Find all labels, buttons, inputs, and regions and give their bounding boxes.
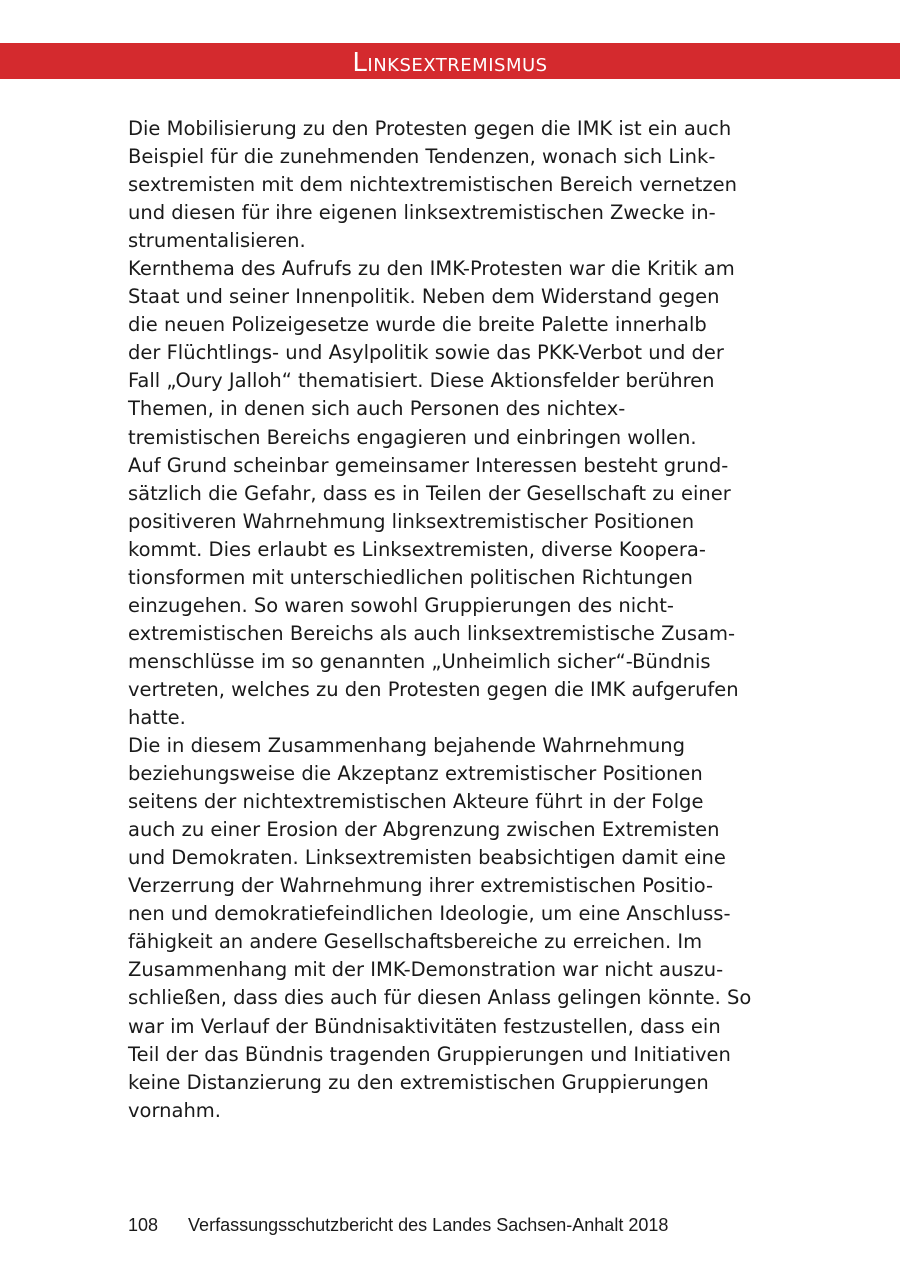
text-line: sextremisten mit dem nichtextremistischen Bereich vernetzen — [128, 173, 738, 197]
text-line: Auf Grund scheinbar gemeinsamer Interessen besteht grund- — [128, 453, 729, 477]
text-line: keine Distanzierung zu den extremistischen Gruppierungen — [128, 1070, 709, 1094]
text-line: hatte. — [128, 705, 186, 729]
text-line: beziehungsweise die Akzeptanz extremistischer Positionen — [128, 762, 703, 786]
text-line: Themen, in denen sich auch Personen des nichtex- — [128, 397, 626, 421]
text-line: Fall „Oury Jalloh“ thematisiert. Diese Aktionsfelder berühren — [128, 369, 715, 393]
section-title: Linksextremismus — [352, 48, 548, 78]
text-line: extremistischen Bereichs als auch linksextremistische Zusam- — [128, 621, 735, 645]
text-line: auch zu einer Erosion der Abgrenzung zwischen Extremisten — [128, 818, 720, 842]
text-line: vornahm. — [128, 1098, 222, 1122]
body-text — [128, 115, 778, 1125]
text-line: Die in diesem Zusammenhang bejahende Wahrnehmung — [128, 734, 686, 758]
text-line: menschlüsse im so genannten „Unheimlich sicher“-Bündnis — [128, 649, 711, 673]
text-line: und Demokraten. Linksextremisten beabsichtigen damit eine — [128, 846, 726, 870]
text-line: war im Verlauf der Bündnisaktivitäten festzustellen, dass ein — [128, 1014, 721, 1038]
text-line: tionsformen mit unterschiedlichen politischen Richtungen — [128, 565, 693, 589]
text-line: fähigkeit an andere Gesellschaftsbereiche zu erreichen. Im — [128, 930, 703, 954]
text-line: Zusammenhang mit der IMK-Demonstration war nicht auszu- — [128, 958, 724, 982]
page-number: 108 — [128, 1215, 159, 1235]
text-line: einzugehen. So waren sowohl Gruppierungen des nicht- — [128, 593, 674, 617]
text-line: der Flüchtlings- und Asylpolitik sowie das PKK-Verbot und der — [128, 341, 724, 365]
publication-title: Verfassungsschutzbericht des Landes Sachsen-Anhalt 2018 — [188, 1215, 669, 1235]
text-line: strumentalisieren. — [128, 229, 306, 253]
text-line: Kernthema des Aufrufs zu den IMK-Protesten war die Kritik am — [128, 257, 735, 281]
text-line: nen und demokratiefeindlichen Ideologie, um eine Anschluss- — [128, 902, 731, 926]
text-line: kommt. Dies erlaubt es Linksextremisten, diverse Koopera- — [128, 537, 706, 561]
text-line: Staat und seiner Innenpolitik. Neben dem Widerstand gegen — [128, 285, 720, 309]
text-line: sätzlich die Gefahr, dass es in Teilen der Gesellschaft zu einer — [128, 481, 731, 505]
text-line: Verzerrung der Wahrnehmung ihrer extremistischen Positio- — [128, 874, 714, 898]
text-line: schließen, dass dies auch für diesen Anlass gelingen könnte. So — [128, 986, 752, 1010]
text-line: vertreten, welches zu den Protesten gegen die IMK aufgerufen — [128, 677, 739, 701]
text-line: tremistischen Bereichs engagieren und einbringen wollen. — [128, 425, 697, 449]
text-line: Die Mobilisierung zu den Protesten gegen die IMK ist ein auch — [128, 117, 732, 140]
text-line: und diesen für ihre eigenen linksextremistischen Zwecke in- — [128, 201, 716, 225]
text-line: Teil der das Bündnis tragenden Gruppierungen und Initiativen — [128, 1042, 731, 1066]
text-line: positiveren Wahrnehmung linksextremistischer Positionen — [128, 509, 695, 533]
text-line: die neuen Polizeigesetze wurde die breite Palette innerhalb — [128, 313, 707, 337]
page-footer — [128, 1213, 668, 1237]
section-header-bar — [0, 43, 900, 79]
text-line: Beispiel für die zunehmenden Tendenzen, wonach sich Link- — [128, 145, 716, 169]
text-line: seitens der nichtextremistischen Akteure führt in der Folge — [128, 790, 704, 814]
